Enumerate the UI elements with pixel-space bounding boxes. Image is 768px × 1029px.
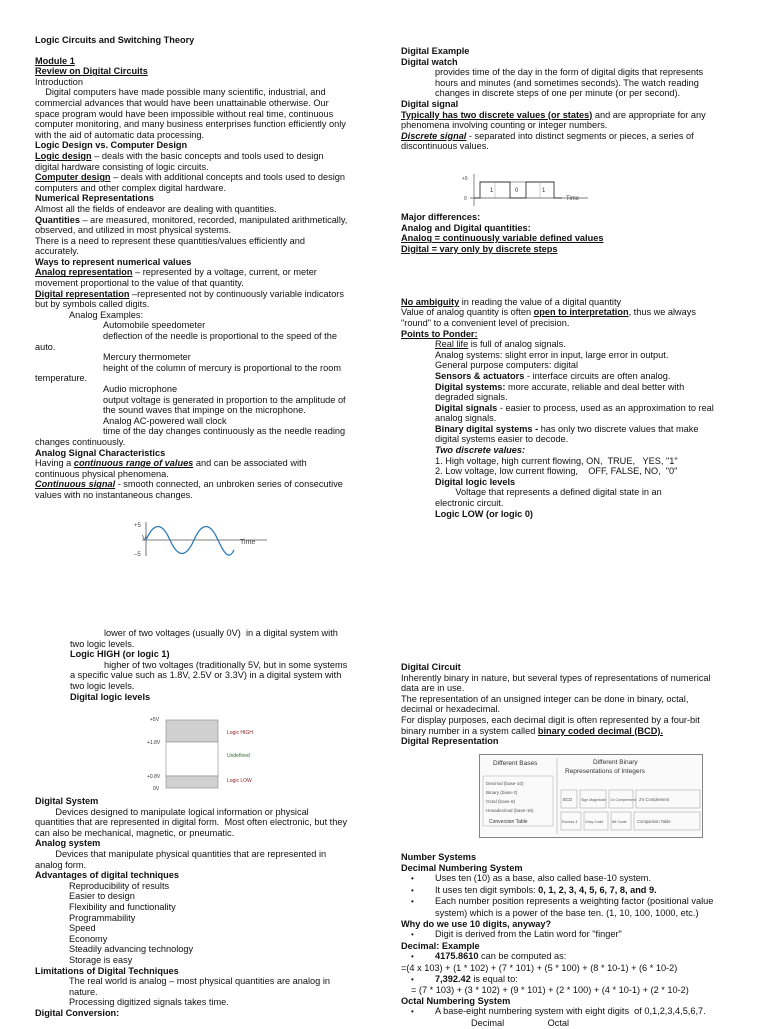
analog-rep-def-2: movement proportional to the value of that quantity. xyxy=(35,278,244,289)
comparison-table-row xyxy=(401,276,746,287)
example-title: Automobile speedometer xyxy=(103,320,206,331)
right-column-differences xyxy=(401,212,746,519)
svg-text:Sign Magnitude: Sign Magnitude xyxy=(581,798,606,802)
quantities-line: accurately. xyxy=(35,246,79,257)
logic-design-def-2: digital hardware consisting of logic circuits. xyxy=(35,161,209,172)
svg-text:1's Complement: 1's Complement xyxy=(610,798,636,802)
intro-line: commercial advances that would have been unattainable otherwise. Our xyxy=(35,97,329,108)
ponder-line: analog signals. xyxy=(435,413,497,424)
numerical-representations-heading: Numerical Representations xyxy=(35,193,154,204)
module-heading: Module 1 xyxy=(35,55,75,66)
quantities-line: observed, and utilized in most physical systems. xyxy=(35,225,232,236)
example-desc: time of the day changes continuously as the needle reading xyxy=(103,426,346,437)
ponder-line: Binary digital systems - has only two discrete values that make xyxy=(435,423,699,434)
major-differences-heading: Major differences: xyxy=(401,212,481,222)
digital-system-line: Devices designed to manipulate logical information or physical xyxy=(35,806,309,817)
svg-text:V: V xyxy=(142,535,147,542)
advantage-item: Programmability xyxy=(69,912,136,923)
svg-text:–5: –5 xyxy=(134,552,141,558)
logic-low-label: Logic LOW xyxy=(227,778,252,784)
svg-text:1: 1 xyxy=(542,188,546,194)
ponder-line: Digital signals - easier to process, used as an approximation to real xyxy=(435,402,714,413)
logic-high-desc-2: a specific value such as 1.8V, 2.5V or 3.3V) in a digital system with xyxy=(70,670,342,681)
example-desc: the sound waves that impinge on the microphone. xyxy=(103,405,306,416)
svg-text:Hexadecimal (base-16): Hexadecimal (base-16) xyxy=(486,808,534,813)
digital-equals-line: Digital = vary only by discrete steps xyxy=(401,243,558,254)
svg-text:BCD: BCD xyxy=(563,797,573,802)
discrete-signal-def: Discrete signal - separated into distinct segments or pieces, a series of xyxy=(401,130,694,141)
logic-high-desc-3: two logic levels. xyxy=(70,680,135,691)
example-title: Audio microphone xyxy=(103,384,178,394)
right-column-top xyxy=(401,46,741,152)
advantage-item: Steadily advancing technology xyxy=(69,944,194,955)
advantage-item: Economy xyxy=(69,933,108,944)
bullet-item: • 7,392.42 is equal to: xyxy=(401,974,746,986)
intro-line: Digital computers have made possible many scientific, industrial, and xyxy=(35,87,326,98)
discrete-value-line: 1. High voltage, high current flowing, ON, TRUE, YES, "1" xyxy=(435,455,678,466)
svg-text:+0.8V: +0.8V xyxy=(147,774,161,780)
digital-circuit-line: Inherently binary in nature, but several types of representations of numerical xyxy=(401,672,711,683)
decimal-example-heading: Decimal: Example xyxy=(401,940,480,951)
digital-logic-levels-heading-2: Digital logic levels xyxy=(435,476,516,487)
digital-pulse-figure xyxy=(462,172,592,210)
svg-text:0V: 0V xyxy=(153,786,160,792)
svg-text:1: 1 xyxy=(490,188,494,194)
ponder-line: Analog systems: slight error in input, large error in output. xyxy=(435,349,669,360)
ponder-line: Sensors & actuators - interface circuits are often analog. xyxy=(435,370,671,381)
analog-rep-def: Analog representation – represented by a voltage, current, or meter xyxy=(35,267,317,278)
digital-circuit-line: decimal or hexadecimal. xyxy=(401,704,501,715)
svg-text:Conversion Table: Conversion Table xyxy=(489,819,528,825)
svg-text:+5V: +5V xyxy=(150,717,160,723)
logic-levels-line: electronic circuit. xyxy=(435,498,504,509)
points-to-ponder-heading: Points to Ponder: xyxy=(401,328,478,339)
svg-text:Octal (base-8): Octal (base-8) xyxy=(486,799,516,804)
bcd-line: binary number in a system called binary coded decimal (BCD). xyxy=(401,725,663,736)
svg-text:Gray Code: Gray Code xyxy=(585,820,604,824)
time-axis-label: Time xyxy=(240,539,256,546)
example-desc: auto. xyxy=(35,341,56,352)
logic-levels-line: Voltage that represents a defined digital state in an xyxy=(435,487,662,498)
svg-text:Comparison Table: Comparison Table xyxy=(637,819,671,824)
limitations-heading: Limitations of Digital Techniques xyxy=(35,965,179,976)
digital-watch-line: changes in discrete steps of one per minute (or per second). xyxy=(435,88,681,99)
example-desc: changes continuously. xyxy=(35,436,126,447)
digital-conversion-heading: Digital Conversion: xyxy=(35,1007,120,1018)
quantities-line: There is a need to represent these quantities/values efficiently and xyxy=(35,235,306,246)
comparison-table-row xyxy=(401,286,746,297)
ponder-line: General purpose computers: digital xyxy=(435,360,578,371)
analog-examples-heading: Analog Examples: xyxy=(69,309,144,320)
digital-example-heading: Digital Example xyxy=(401,46,470,56)
digital-watch-heading: Digital watch xyxy=(401,56,458,67)
document-title: Logic Circuits and Switching Theory xyxy=(35,35,195,45)
svg-text:+1.8V: +1.8V xyxy=(147,740,161,746)
intro-line: computer monitoring, and many business enterprises function efficiently only xyxy=(35,119,346,130)
svg-text:2's Complement: 2's Complement xyxy=(639,797,670,802)
intro-line: with the aid of automatic data processing. xyxy=(35,129,205,140)
advantage-item: Speed xyxy=(69,923,96,934)
digital-circuit-heading: Digital Circuit xyxy=(401,662,461,672)
svg-text:Representations of Integers: Representations of Integers xyxy=(565,768,645,775)
digital-system-line: can also be mechanical, magnetic, or pneumatic. xyxy=(35,827,235,838)
ponder-line: Digital systems: more accurate, reliable and deal better with xyxy=(435,381,685,392)
right-column-bottom xyxy=(401,662,746,747)
left-column-logic-low xyxy=(70,628,432,702)
limitation-line: Processing digitized signals takes time. xyxy=(69,997,229,1008)
analog-value-line-2: "round" to a convenient level of precision. xyxy=(401,317,570,328)
advantage-item: Flexibility and functionality xyxy=(69,901,176,912)
logic-high-desc: higher of two voltages (traditionally 5V, but in some systems xyxy=(104,659,348,670)
example-desc: deflection of the needle is proportional to the speed of the xyxy=(103,331,337,342)
svg-text:Different Binary: Different Binary xyxy=(593,759,638,766)
analog-system-heading: Analog system xyxy=(35,838,101,849)
logic-high-heading: Logic HIGH (or logic 1) xyxy=(70,649,170,660)
discrete-value-line: 2. Low voltage, low current flowing, OFF, FALSE, NO, "0" xyxy=(435,466,678,477)
computer-design-def: Computer design – deals with additional concepts and tools used to design xyxy=(35,172,345,183)
svg-text:0: 0 xyxy=(515,188,519,194)
ponder-line: digital systems easier to decode. xyxy=(435,434,569,445)
ponder-line: degraded signals. xyxy=(435,392,508,403)
logic-levels-figure xyxy=(140,712,280,796)
analog-system-line: analog form. xyxy=(35,859,87,870)
limitation-line: nature. xyxy=(69,986,98,997)
example-desc: temperature. xyxy=(35,373,88,384)
digital-system-line: quantities that are represented in digital form. Most often electronic, but they xyxy=(35,817,348,828)
analog-digital-quantities-heading: Analog and Digital quantities: xyxy=(401,222,531,233)
analog-system-line: Devices that manipulate physical quantities that are represented in xyxy=(35,848,327,859)
comparison-table-header xyxy=(401,254,746,265)
ways-heading: Ways to represent numerical values xyxy=(35,256,192,267)
svg-text:Decimal (base-10): Decimal (base-10) xyxy=(486,781,524,786)
right-column-number-systems xyxy=(401,852,746,1029)
digital-rep-def-2: but by symbols called digits. xyxy=(35,299,150,310)
digital-circuit-line: The representation of an unsigned integer can be done in binary, octal, xyxy=(401,693,689,704)
digital-logic-levels-heading: Digital logic levels xyxy=(70,691,151,702)
svg-text:+5: +5 xyxy=(134,523,141,529)
digital-system-heading: Digital System xyxy=(35,796,99,806)
digital-signal-heading: Digital signal xyxy=(401,98,459,109)
digital-rep-def: Digital representation –represented not by continuously variable indicators xyxy=(35,288,344,299)
example-title: Analog AC-powered wall clock xyxy=(103,415,227,426)
svg-text:Bit Code: Bit Code xyxy=(612,820,627,824)
introduction-heading: Introduction xyxy=(35,76,84,87)
continuous-signal-def-2: values with no instantaneous changes. xyxy=(35,489,193,500)
left-column-top xyxy=(35,35,397,501)
svg-text:0: 0 xyxy=(464,196,467,202)
equation-line: = (7 * 103) + (3 * 102) + (9 * 101) + (2 * 100) + (4 * 10-1) + (2 * 10-2) xyxy=(411,985,689,996)
computer-design-def-2: computers and other complex digital hardware. xyxy=(35,182,226,193)
example-title: Mercury thermometer xyxy=(103,352,191,363)
svg-text:Different Bases: Different Bases xyxy=(493,760,538,767)
advantage-item: Storage is easy xyxy=(69,954,133,965)
two-discrete-values-heading: Two discrete values: xyxy=(435,445,526,456)
comparison-table-row xyxy=(401,265,746,276)
why-ten-digits-heading: Why do we use 10 digits, anyway? xyxy=(401,918,552,929)
left-column-bottom xyxy=(35,796,397,1018)
advantage-item: Easier to design xyxy=(69,891,135,902)
representations-figure xyxy=(479,754,703,838)
bullet-item: • Digit is derived from the Latin word for "finger" xyxy=(401,929,746,941)
logic-design-def: Logic design – deals with the basic concepts and tools used to design xyxy=(35,150,324,161)
svg-text:Excess 3: Excess 3 xyxy=(562,820,578,824)
digital-circuit-line: For display purposes, each decimal digit is often represented by a four-bit xyxy=(401,714,700,725)
digital-circuit-line: data are in use. xyxy=(401,683,465,694)
limitation-line: The real world is analog – most physical quantities are analog in xyxy=(69,976,330,987)
svg-text:Time: Time xyxy=(566,196,580,202)
equation-line: =(4 x 103) + (1 * 102) + (7 * 101) + (5 * 100) + (8 * 10-1) + (6 * 10-2) xyxy=(401,962,678,973)
intro-line: space program would have been impossible without real time, continuous xyxy=(35,108,334,119)
discrete-signal-def-2: discontinuous values. xyxy=(401,141,489,152)
no-ambiguity-line: No ambiguity in reading the value of a digital quantity xyxy=(401,296,622,307)
octal-table-header: Decimal Octal xyxy=(471,1017,570,1028)
svg-text:+5: +5 xyxy=(462,176,468,182)
continuous-signal-def: Continuous signal - smooth connected, an unbroken series of consecutive xyxy=(35,479,343,490)
logic-low-heading: Logic LOW (or logic 0) xyxy=(435,508,533,519)
bullet-item: • 4175.8610 can be computed as: xyxy=(401,951,746,963)
digital-signal-def-2: phenomena involving counting or integer numbers. xyxy=(401,120,608,131)
logic-vs-computer-heading: Logic Design vs. Computer Design xyxy=(35,140,188,151)
bullet-item: • It uses ten digit symbols: 0, 1, 2, 3, 4, 5, 6, 7, 8, and 9. xyxy=(401,885,746,897)
logic-low-desc-2: two logic levels. xyxy=(70,638,135,649)
digital-representation-heading: Digital Representation xyxy=(401,736,499,747)
quantities-def: Quantities – are measured, monitored, recorded, manipulated arithmetically, xyxy=(35,214,348,225)
bullet-continuation: system) which is a power of the base ten. (1, 10, 100, 1000, etc.) xyxy=(435,907,699,918)
ponder-line: Real life is full of analog signals. xyxy=(435,339,566,350)
logic-low-desc: lower of two voltages (usually 0V) in a digital system with xyxy=(104,628,338,638)
advantages-heading: Advantages of digital techniques xyxy=(35,870,179,881)
logic-high-label: Logic HIGH xyxy=(227,730,253,736)
digital-watch-line: provides time of the day in the form of digital digits that represents xyxy=(435,67,704,78)
bullet-item: • Uses ten (10) as a base, also called base-10 system. xyxy=(401,873,746,885)
octal-numbering-heading: Octal Numbering System xyxy=(401,995,511,1006)
review-heading: Review on Digital Circuits xyxy=(35,66,148,77)
decimal-numbering-heading: Decimal Numbering System xyxy=(401,862,523,873)
undefined-label: Undefined xyxy=(227,753,250,759)
svg-text:Binary (base-2): Binary (base-2) xyxy=(486,790,518,795)
advantage-item: Reproducibility of results xyxy=(69,880,170,891)
example-desc: output voltage is generated in proportion to the amplitude of xyxy=(103,394,346,405)
digital-signal-def: Typically has two discrete values (or states) and are appropriate for any xyxy=(401,109,706,120)
example-desc: height of the column of mercury is proportional to the room xyxy=(103,362,341,373)
number-systems-heading: Number Systems xyxy=(401,852,477,862)
digital-watch-line: hours and minutes (and sometimes seconds). The watch reading xyxy=(435,77,699,88)
analog-value-line: Value of analog quantity is often open to interpretation, thus we always xyxy=(401,307,696,318)
sine-wave-figure xyxy=(132,520,272,560)
analog-signal-def: Having a continuous range of values and can be associated with xyxy=(35,458,307,469)
analog-equals-line: Analog = continuously variable defined values xyxy=(401,233,604,244)
analog-signal-heading: Analog Signal Characteristics xyxy=(35,447,166,458)
bullet-item: • Each number position represents a weighting factor (positional value xyxy=(401,896,746,908)
bullet-item: • A base-eight numbering system with eight digits of 0,1,2,3,4,5,6,7. xyxy=(401,1006,746,1018)
numrep-line: Almost all the fields of endeavor are dealing with quantities. xyxy=(35,203,277,214)
analog-signal-def-2: continuous physical phenomena. xyxy=(35,468,169,479)
